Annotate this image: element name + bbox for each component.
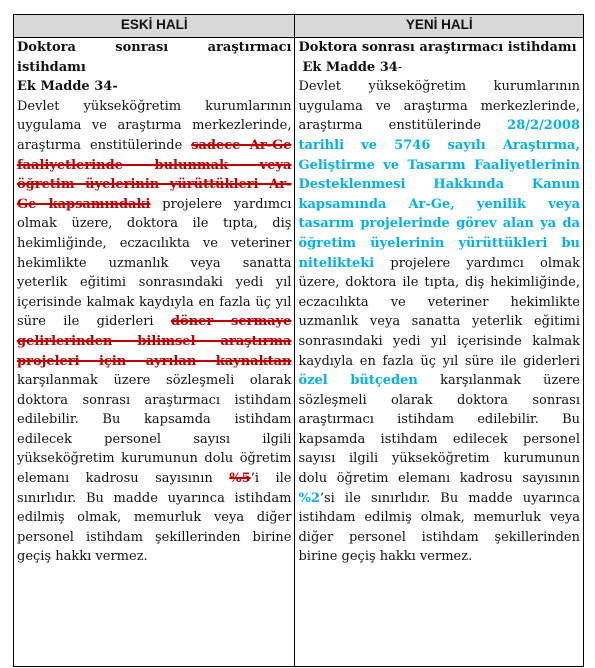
new-title: Doktora sonrası araştırmacı istihdamı [298, 40, 577, 55]
new-article-line [298, 58, 580, 78]
new-body [298, 77, 580, 567]
header-row [14, 15, 584, 38]
old-text-cell [14, 38, 295, 667]
new-body-part-3: karşılanmak üzere sözleşmeli olarak doktora sonrası araştırmacı istihdam edilebilir. Bu kapsamda istihdam edilecek personel sayısı ilgili yükseköğretim kurumunun dolu öğretim elemanı kadrosu sayısının [298, 373, 580, 487]
header-new: YENİ HALİ [295, 15, 584, 38]
new-inserted-text-1: 28/2/2008 tarihli ve 5746 sayılı Araştırma, Geliştirme ve Tasarım Faaliyetlerinin Desteklenmesi Hakkında Kanun kapsamında Ar-Ge, yenilik veya tasarım projelerinde görev alan ya da öğretim üyelerinin yürüttükleri bu nitelikteki [298, 118, 580, 271]
old-body-part-3: karşılanmak üzere sözleşmeli olarak doktora sonrası araştırmacı istihdam edilebilir. Bu kapsamda istihdam edilecek personel sayısı ilgili yükseköğretim kurumunun dolu öğretim elemanı kadrosu sayısının [17, 373, 292, 487]
content-row [14, 38, 584, 667]
old-body-part-2: projelere yardımcı olmak üzere, doktora ile tıpta, diş hekimliğinde, eczacılıkta ve veteriner hekimlikte uzmanlık veya sanatta yeterlik eğitimi sonrasındaki yedi yıl içerisinde kalmak kaydıyla en fazla üç yıl süre ile giderleri [17, 196, 292, 330]
old-deleted-text-1: sadece Ar-Ge faaliyetlerinde bulunmak veya öğretim üyelerinin yürüttükleri Ar-Ge kapsamındaki [17, 137, 292, 212]
old-body [17, 97, 291, 567]
new-article-suffix: - [397, 59, 403, 75]
old-deleted-text-3: %5 [229, 471, 251, 487]
new-body-part-4: ’si ile sınırlıdır. Bu madde uyarınca istihdam edilmiş olmak, memurluk veya diğer personel istihdam şekillerinden birine geçiş hakkı vermez. [298, 490, 580, 565]
old-body-part-4: ’i ile sınırlıdır. Bu madde uyarınca istihdam edilmiş olmak, memurluk veya diğer personel istihdam şekillerinden birine geçiş hakkı vermez. [17, 471, 292, 565]
new-inserted-text-3: %2 [298, 490, 320, 506]
header-old: ESKİ HALİ [14, 15, 295, 38]
new-body-part-1: Devlet yükseköğretim kurumlarının uygulama ve araştırma merkezlerinde, araştırma enstitülerinde [298, 79, 580, 134]
comparison-table [13, 14, 584, 667]
old-deleted-text-2: döner sermaye gelirlerinden bilimsel araştırma projeleri için ayrılan kaynaktan [17, 314, 292, 369]
new-article: Ek Madde 34 [302, 59, 398, 75]
new-text-cell [295, 38, 584, 667]
old-article: Ek Madde 34- [17, 79, 118, 95]
new-body-part-2: projelere yardımcı olmak üzere, doktora ile tıpta, diş hekimliğinde, eczacılıkta ve veteriner hekimlikte uzmanlık veya sanatta yeterlik eğitimi sonrasındaki yedi yıl içerisinde kalmak kaydıyla en fazla üç yıl süre ile giderleri [298, 255, 580, 369]
old-body-part-1: Devlet yükseköğretim kurumlarının uygulama ve araştırma merkezlerinde, araştırma enstitülerinde [17, 98, 292, 153]
new-inserted-text-2: özel bütçeden [298, 373, 418, 389]
old-title: Doktora sonrası araştırmacı istihdamı [17, 40, 292, 75]
